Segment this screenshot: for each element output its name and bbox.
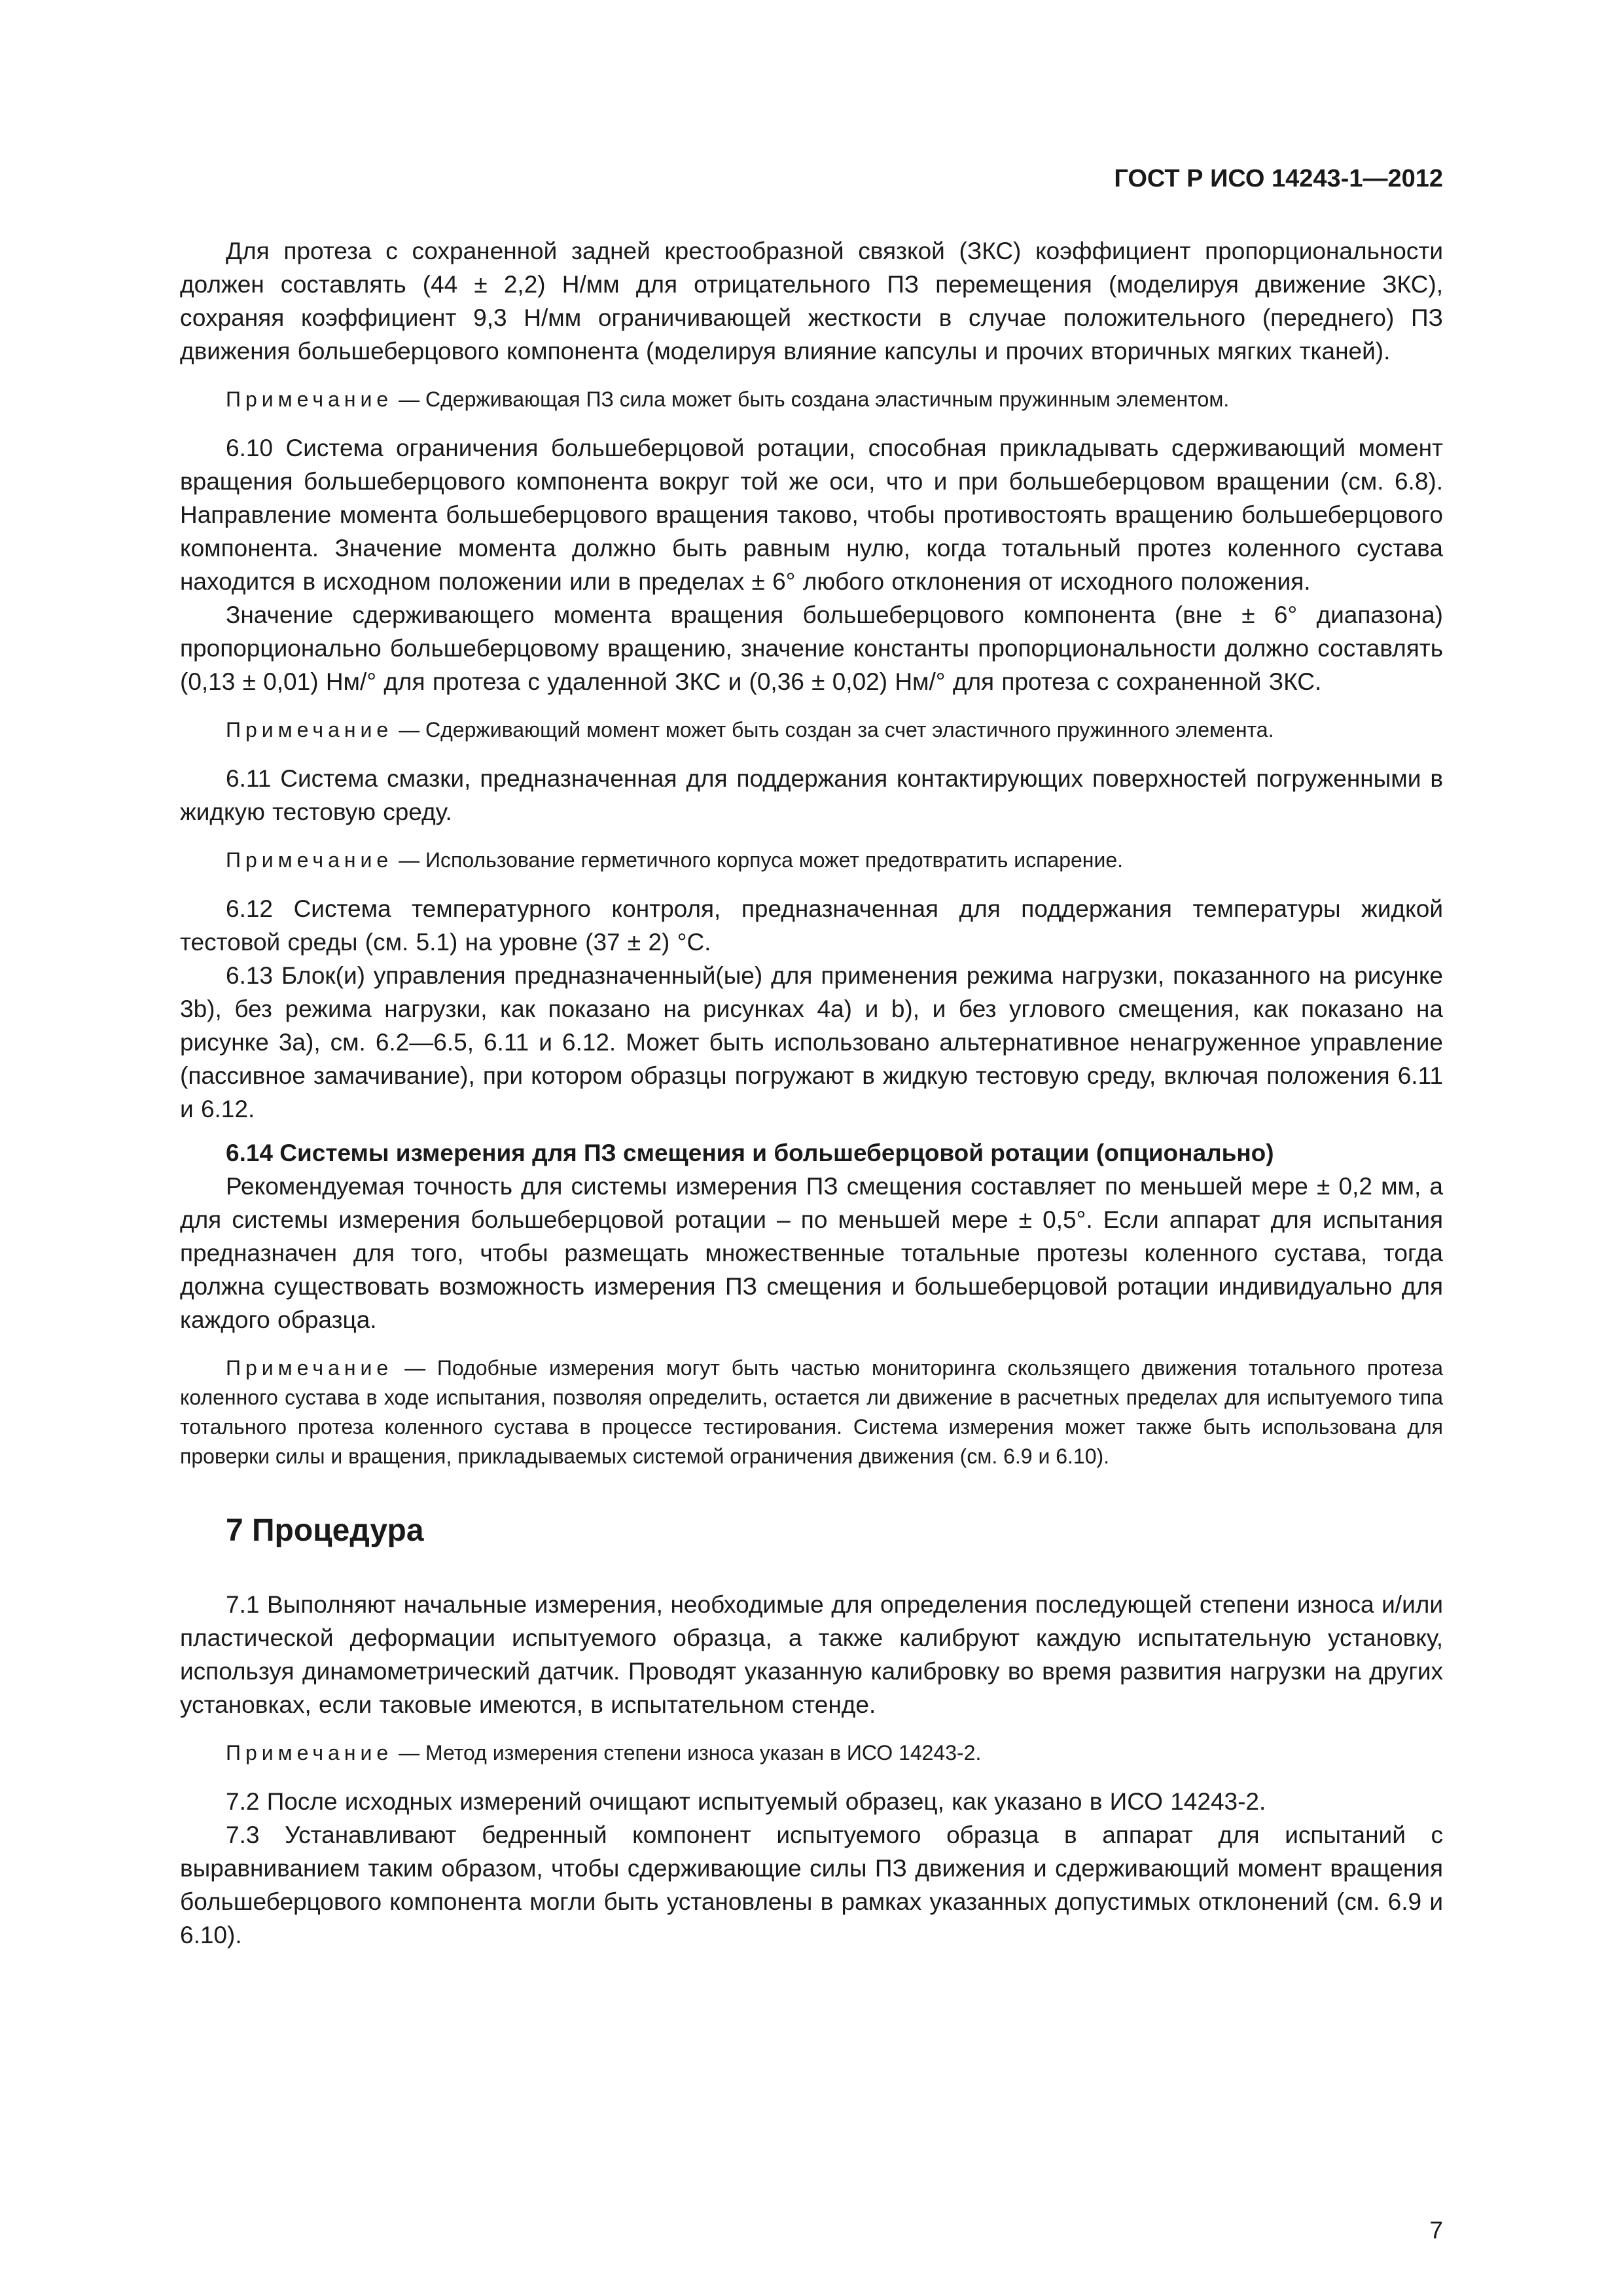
paragraph-7-3: 7.3 Устанавливают бедренный компонент испытуемого образца в аппарат для испытаний с выравниванием таким образом, чтобы сдерживающие силы ПЗ движения и сдерживающий момент вращения большеберцового компонента могли быть установлены в рамках указанных допустимых отклонений (см. 6.9 и 6.10). (180, 1821, 1443, 1948)
note-label: Примечание (226, 1356, 393, 1380)
note-text: — Сдерживающий момент может быть создан за счет эластичного пружинного элемента. (399, 718, 1274, 742)
note-label: Примечание (226, 387, 393, 411)
paragraph-6-10: 6.10 Система ограничения большеберцовой ротации, способная прикладывать сдерживающий момент вращения большеберцового компонента вокруг той же оси, что и при большеберцовом вращении (см. 6.8). Направление момента большеберцового вращения таково, чтобы противостоять вращению большеберцового компонента. Значение момента должно быть равным нулю, когда тотальный протез коленного сустава находится в исходном положении или в пределах ± 6° любого отклонения от исходного положения. (180, 435, 1443, 595)
paragraph-6-13: 6.13 Блок(и) управления предназначенный(ые) для применения режима нагрузки, показанного на рисунке 3b), без режима нагрузки, как показано на рисунках 4а) и b), и без углового смещения, как показано на рисунке 3а), см. 6.2—6.5, 6.11 и 6.12. Может быть использовано альтернативное ненагруженное управление (пассивное замачивание), при котором образцы погружают в жидкую тестовую среду, включая положения 6.11 и 6.12. (180, 962, 1443, 1122)
note-text: — Сдерживающая ПЗ сила может быть создана эластичным пружинным элементом. (399, 387, 1230, 411)
section-7-title: 7 Процедура (226, 1513, 424, 1548)
document-page (180, 151, 1443, 1952)
paragraph-6-14: Рекомендуемая точность для системы измерения ПЗ смещения составляет по меньшей мере ± 0,2 мм, а для системы измерения большеберцовой ротации – по меньшей мере ± 0,5°. Если аппарат для испытания предназначен для того, чтобы размещать множественные тотальные протезы коленного сустава, тогда должна существовать возможность измерения ПЗ смещения и большеберцовой ротации индивидуально для каждого образца. (180, 1173, 1443, 1333)
note-text: — Использование герметичного корпуса может предотвратить испарение. (399, 848, 1124, 872)
note-text: — Подобные измерения могут быть частью мониторинга скользящего движения тотального протеза коленного сустава в ходе испытания, позволяя определить, остается ли движение в расчетных пределах для испытуемого типа тотального протеза коленного сустава в процессе тестирования. Система измерения может также быть использована для проверки силы и вращения, прикладываемых системой ограничения движения (см. 6.9 и 6.10). (180, 1356, 1444, 1468)
note-label: Примечание (226, 718, 393, 742)
paragraph-7-1: 7.1 Выполняют начальные измерения, необходимые для определения последующей степени износа и/или пластической деформации испытуемого образца, а также калибруют каждую испытательную установку, используя динамометрический датчик. Проводят указанную калибровку во время развития нагрузки на других установках, если таковые имеются, в испытательном стенде. (180, 1591, 1443, 1718)
note-5 (180, 1738, 1443, 1768)
paragraph-6-12: 6.12 Система температурного контроля, предназначенная для поддержания температуры жидкой тестовой среды (см. 5.1) на уровне (37 ± 2) °С. (180, 895, 1443, 956)
standard-code-header: ГОСТ Р ИСО 14243-1—2012 (1114, 165, 1443, 192)
paragraph-zks-coefficient: Для протеза с сохраненной задней крестообразной связкой (ЗКС) коэффициент пропорциональности должен составлять (44 ± 2,2) Н/мм для отрицательного ПЗ перемещения (моделируя движение ЗКС), сохраняя коэффициент 9,3 Н/мм ограничивающей жесткости в случае положительного (переднего) ПЗ движения большеберцового компонента (моделируя влияние капсулы и прочих вторичных мягких тканей). (180, 238, 1443, 365)
note-1 (180, 385, 1443, 414)
note-4 (180, 1354, 1443, 1471)
paragraph-7-2: 7.2 После исходных измерений очищают испытуемый образец, как указано в ИСО 14243-2. (226, 1788, 1266, 1815)
note-text: — Метод измерения степени износа указан в ИСО 14243-2. (399, 1741, 982, 1765)
heading-6-14: 6.14 Системы измерения для ПЗ смещения и большеберцовой ротации (опционально) (226, 1139, 1274, 1166)
paragraph-6-10-continued: Значение сдерживающего момента вращения большеберцового компонента (вне ± 6° диапазона) пропорционально большеберцовому вращению, значение константы пропорциональности должно составлять (0,13 ± 0,01) Нм/° для протеза с удаленной ЗКС и (0,36 ± 0,02) Нм/° для протеза с сохраненной ЗКС. (180, 601, 1443, 695)
paragraph-6-11: 6.11 Система смазки, предназначенная для поддержания контактирующих поверхностей погруженными в жидкую тестовую среду. (180, 765, 1443, 825)
page-number: 7 (1429, 2217, 1443, 2244)
note-label: Примечание (226, 848, 393, 872)
note-2 (180, 715, 1443, 745)
note-label: Примечание (226, 1741, 393, 1765)
note-3 (180, 846, 1443, 875)
